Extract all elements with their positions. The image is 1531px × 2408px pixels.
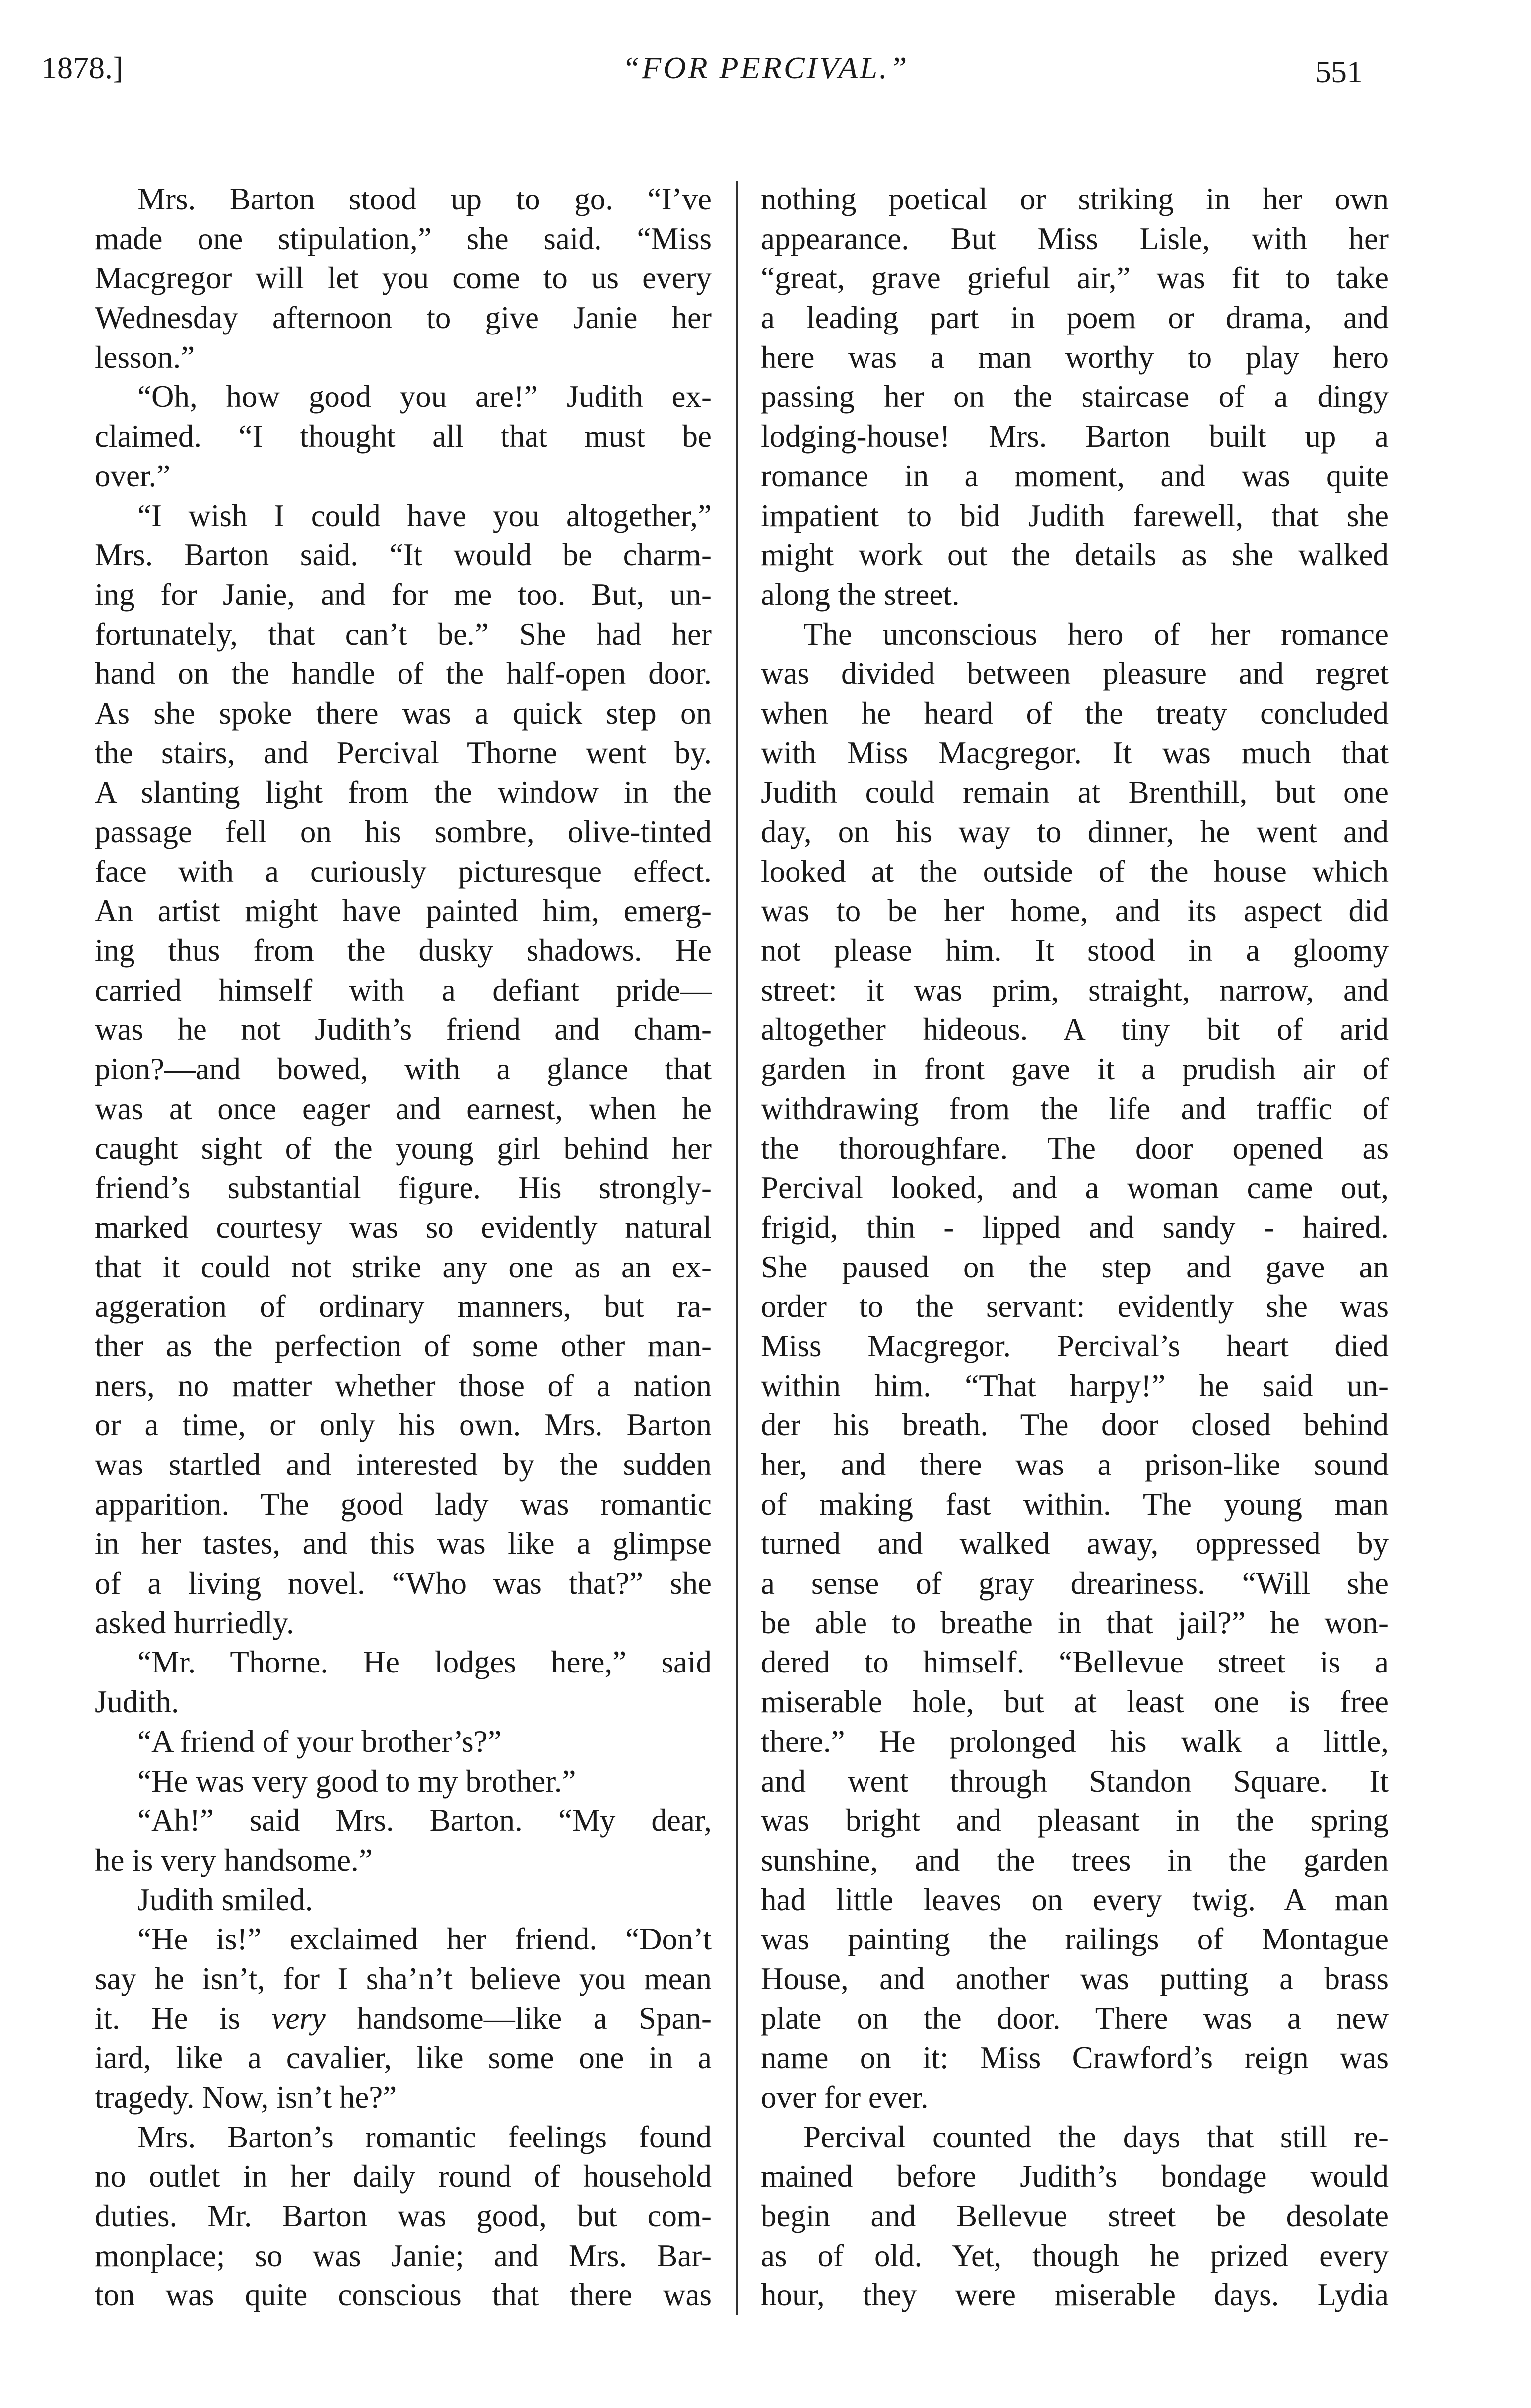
text-line: “Mr. Thorne. He lodges here,” said <box>137 1645 712 1680</box>
text-line: As she spoke there was a quick step on <box>95 695 712 731</box>
text-line: hour, they were miserable days. Lydia <box>761 2277 1389 2313</box>
text-line: might work out the details as she walked <box>761 537 1389 573</box>
text-line: “Oh, how good you are!” Judith ex- <box>137 379 712 414</box>
text-line: in her tastes, and this was like a glimpse <box>95 1526 712 1561</box>
text-span: handsome—like a Span- <box>325 2001 712 2036</box>
text-line: Percival counted the days that still re- <box>803 2119 1389 2154</box>
text-line: looked at the outside of the house which <box>761 854 1389 889</box>
text-line: Mrs. Barton’s romantic feelings found <box>137 2119 712 2154</box>
text-line: was at once eager and earnest, when he <box>95 1091 712 1126</box>
text-line: dered to himself. “Bellevue street is a <box>761 1645 1389 1680</box>
text-line: Mrs. Barton stood up to go. “I’ve <box>137 182 712 216</box>
text-column-right <box>761 180 1389 2315</box>
text-line: say he isn’t, for I sha’n’t believe you mean <box>95 1961 712 1996</box>
text-line: withdrawing from the life and traffic of <box>761 1091 1389 1126</box>
header-year: 1878.] <box>41 50 124 85</box>
text-line: he is very handsome.” <box>95 1842 373 1877</box>
text-line: and went through Standon Square. It <box>761 1763 1389 1799</box>
text-line: Judith smiled. <box>137 1882 313 1917</box>
text-line: miserable hole, but at least one is free <box>761 1684 1389 1720</box>
text-line: the stairs, and Percival Thorne went by. <box>95 735 712 770</box>
text-line: lodging-house! Mrs. Barton built up a <box>761 419 1389 454</box>
text-line: be able to breathe in that jail?” he won- <box>761 1605 1389 1640</box>
text-line: ners, no matter whether those of a nation <box>95 1368 712 1403</box>
text-line: made one stipulation,” she said. “Miss <box>95 221 712 256</box>
text-line: order to the servant: evidently she was <box>761 1289 1389 1324</box>
text-line: fortunately, that can’t be.” She had her <box>95 616 712 652</box>
text-line: was startled and interested by the sudden <box>95 1447 712 1482</box>
text-line: passing her on the staircase of a dingy <box>761 379 1389 414</box>
text-line: was to be her home, and its aspect did <box>761 893 1389 929</box>
text-line: House, and another was putting a brass <box>761 1961 1389 1996</box>
text-line: day, on his way to dinner, he went and <box>761 814 1389 849</box>
text-line: der his breath. The door closed behind <box>761 1407 1389 1443</box>
italic-emphasis: very <box>271 2001 326 2036</box>
text-line: Macgregor will let you come to us every <box>95 261 712 296</box>
text-line: caught sight of the young girl behind her <box>95 1131 712 1166</box>
text-line: over.” <box>95 458 171 493</box>
text-line: sunshine, and the trees in the garden <box>761 1842 1389 1877</box>
page-number: 551 <box>1315 54 1363 89</box>
text-line: Wednesday afternoon to give Janie her <box>95 300 712 335</box>
text-line: “Ah!” said Mrs. Barton. “My dear, <box>137 1803 712 1838</box>
text-line: was he not Judith’s friend and cham- <box>95 1012 712 1047</box>
text-line: was bright and pleasant in the spring <box>761 1803 1389 1838</box>
text-line: plate on the door. There was a new <box>761 2001 1389 2036</box>
text-line: her, and there was a prison-like sound <box>761 1447 1389 1482</box>
text-line: nothing poetical or striking in her own <box>761 182 1389 216</box>
text-line: Judith could remain at Brenthill, but one <box>761 775 1389 810</box>
text-line: “A friend of your brother’s?” <box>137 1724 502 1759</box>
text-line: ther as the perfection of some other man- <box>95 1328 712 1363</box>
text-column-left <box>95 180 712 2315</box>
text-line: passage fell on his sombre, olive-tinted <box>95 814 712 849</box>
text-line: with Miss Macgregor. It was much that <box>761 735 1389 770</box>
text-line: as of old. Yet, though he prized every <box>761 2238 1389 2273</box>
text-line: asked hurriedly. <box>95 1605 294 1640</box>
text-line: face with a curiously picturesque effect. <box>95 854 712 889</box>
text-line: aggeration of ordinary manners, but ra- <box>95 1289 712 1324</box>
text-line: there.” He prolonged his walk a little, <box>761 1724 1389 1759</box>
text-line: “I wish I could have you altogether,” <box>137 498 712 533</box>
text-line: romance in a moment, and was quite <box>761 458 1389 493</box>
text-line: Percival looked, and a woman came out, <box>761 1170 1389 1205</box>
text-line: “He was very good to my brother.” <box>137 1763 576 1799</box>
text-line: “He is!” exclaimed her friend. “Don’t <box>137 1922 712 1957</box>
text-line: “great, grave grieful air,” was fit to take <box>761 261 1389 296</box>
text-line: a leading part in poem or drama, and <box>761 300 1389 335</box>
text-line: iard, like a cavalier, like some one in a <box>95 2040 712 2075</box>
text-line: the thoroughfare. The door opened as <box>761 1131 1389 1166</box>
text-line: appearance. But Miss Lisle, with her <box>761 221 1389 256</box>
text-line: no outlet in her daily round of household <box>95 2159 712 2194</box>
text-line: friend’s substantial figure. His strongly- <box>95 1170 712 1205</box>
text-line: altogether hideous. A tiny bit of arid <box>761 1012 1389 1047</box>
text-line: garden in front gave it a prudish air of <box>761 1052 1389 1087</box>
text-line: when he heard of the treaty concluded <box>761 695 1389 731</box>
text-line: ton was quite conscious that there was <box>95 2277 712 2313</box>
text-line: impatient to bid Judith farewell, that she <box>761 498 1389 533</box>
text-line: apparition. The good lady was romantic <box>95 1486 712 1522</box>
text-line: pion?—and bowed, with a glance that <box>95 1052 712 1087</box>
text-line: was painting the railings of Montague <box>761 1922 1389 1957</box>
text-line: along the street. <box>761 577 960 612</box>
text-line: within him. “That harpy!” he said un- <box>761 1368 1389 1403</box>
text-line: She paused on the step and gave an <box>761 1249 1389 1284</box>
text-line: lesson.” <box>95 339 195 375</box>
text-span: it. He is <box>95 2001 272 2036</box>
text-line: marked courtesy was so evidently natural <box>95 1209 712 1245</box>
text-line: a sense of gray dreariness. “Will she <box>761 1566 1389 1601</box>
text-line: ing thus from the dusky shadows. He <box>95 933 712 968</box>
text-line: name on it: Miss Crawford’s reign was <box>761 2040 1389 2075</box>
text-line <box>95 1999 712 2039</box>
text-line: The unconscious hero of her romance <box>803 616 1389 652</box>
text-line: that it could not strike any one as an ex- <box>95 1249 712 1284</box>
text-line: here was a man worthy to play hero <box>761 339 1389 375</box>
text-line: had little leaves on every twig. A man <box>761 1882 1389 1917</box>
text-line: mained before Judith’s bondage would <box>761 2159 1389 2194</box>
text-line: An artist might have painted him, emerg- <box>95 893 712 929</box>
text-line: tragedy. Now, isn’t he?” <box>95 2080 397 2115</box>
text-line: Judith. <box>95 1684 179 1720</box>
text-line: hand on the handle of the half-open door. <box>95 656 712 691</box>
text-line: was divided between pleasure and regret <box>761 656 1389 691</box>
text-line: A slanting light from the window in the <box>95 775 712 810</box>
text-line: turned and walked away, oppressed by <box>761 1526 1389 1561</box>
column-divider <box>736 181 738 2315</box>
text-line: Miss Macgregor. Percival’s heart died <box>761 1328 1389 1363</box>
text-line: begin and Bellevue street be desolate <box>761 2199 1389 2234</box>
text-line: Mrs. Barton said. “It would be charm- <box>95 537 712 573</box>
text-line: of a living novel. “Who was that?” she <box>95 1566 712 1601</box>
text-line: of making fast within. The young man <box>761 1486 1389 1522</box>
text-line: or a time, or only his own. Mrs. Barton <box>95 1407 712 1443</box>
text-line: frigid, thin - lipped and sandy - haired. <box>761 1209 1389 1245</box>
text-line: monplace; so was Janie; and Mrs. Bar- <box>95 2238 712 2273</box>
text-line: not please him. It stood in a gloomy <box>761 933 1389 968</box>
text-line: ing for Janie, and for me too. But, un- <box>95 577 712 612</box>
text-line: street: it was prim, straight, narrow, and <box>761 972 1389 1007</box>
text-line: duties. Mr. Barton was good, but com- <box>95 2199 712 2234</box>
text-line: over for ever. <box>761 2080 929 2115</box>
running-title: “FOR PERCIVAL.” <box>622 50 909 85</box>
text-line: claimed. “I thought all that must be <box>95 419 712 454</box>
text-line: carried himself with a defiant pride— <box>95 972 712 1007</box>
